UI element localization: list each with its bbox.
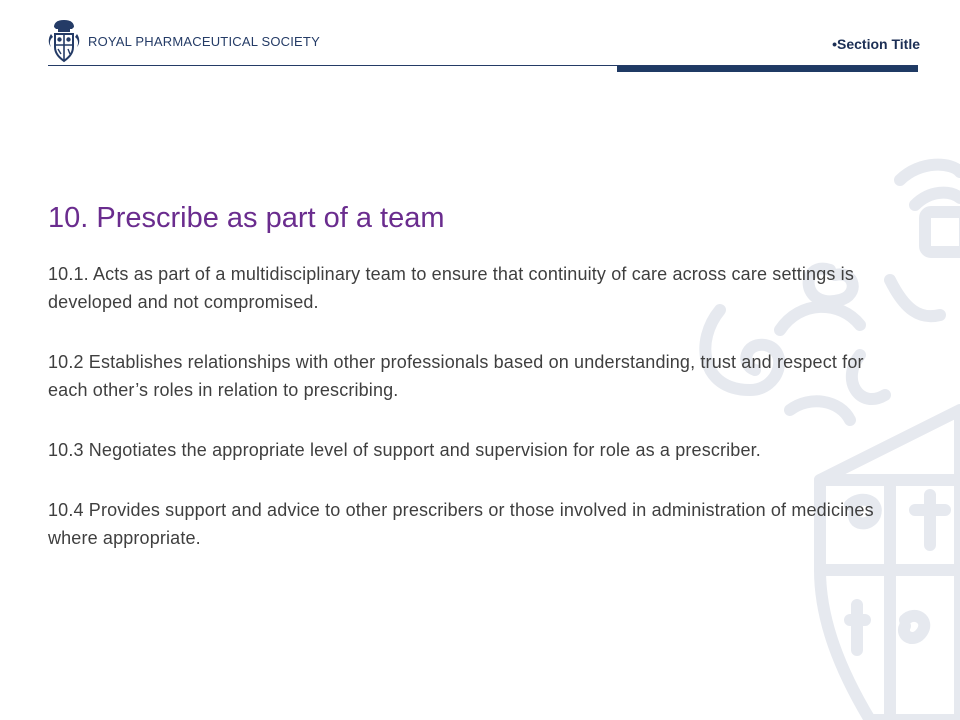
paragraph-10-3: 10.3 Negotiates the appropriate level of support and supervision for role as a prescriber.	[48, 440, 761, 460]
content-body	[48, 260, 908, 584]
logo-text: ROYAL PHARMACEUTICAL SOCIETY	[88, 33, 320, 49]
logo	[46, 16, 320, 66]
header-accent-bar	[617, 66, 918, 72]
paragraph-10-2: 10.2 Establishes relationships with other professionals based on understanding, trust and respect for each other’s roles in relation to prescribing.	[48, 352, 864, 400]
section-title: •Section Title	[832, 36, 920, 52]
paragraph-10-1: 10.1. Acts as part of a multidisciplinary team to ensure that continuity of care across care settings is developed and not compromised.	[48, 264, 854, 312]
paragraph-10-4: 10.4 Provides support and advice to other prescribers or those involved in administration of medicines where appropriate.	[48, 500, 874, 548]
crest-icon	[46, 17, 82, 65]
page-title: 10. Prescribe as part of a team	[48, 202, 445, 234]
